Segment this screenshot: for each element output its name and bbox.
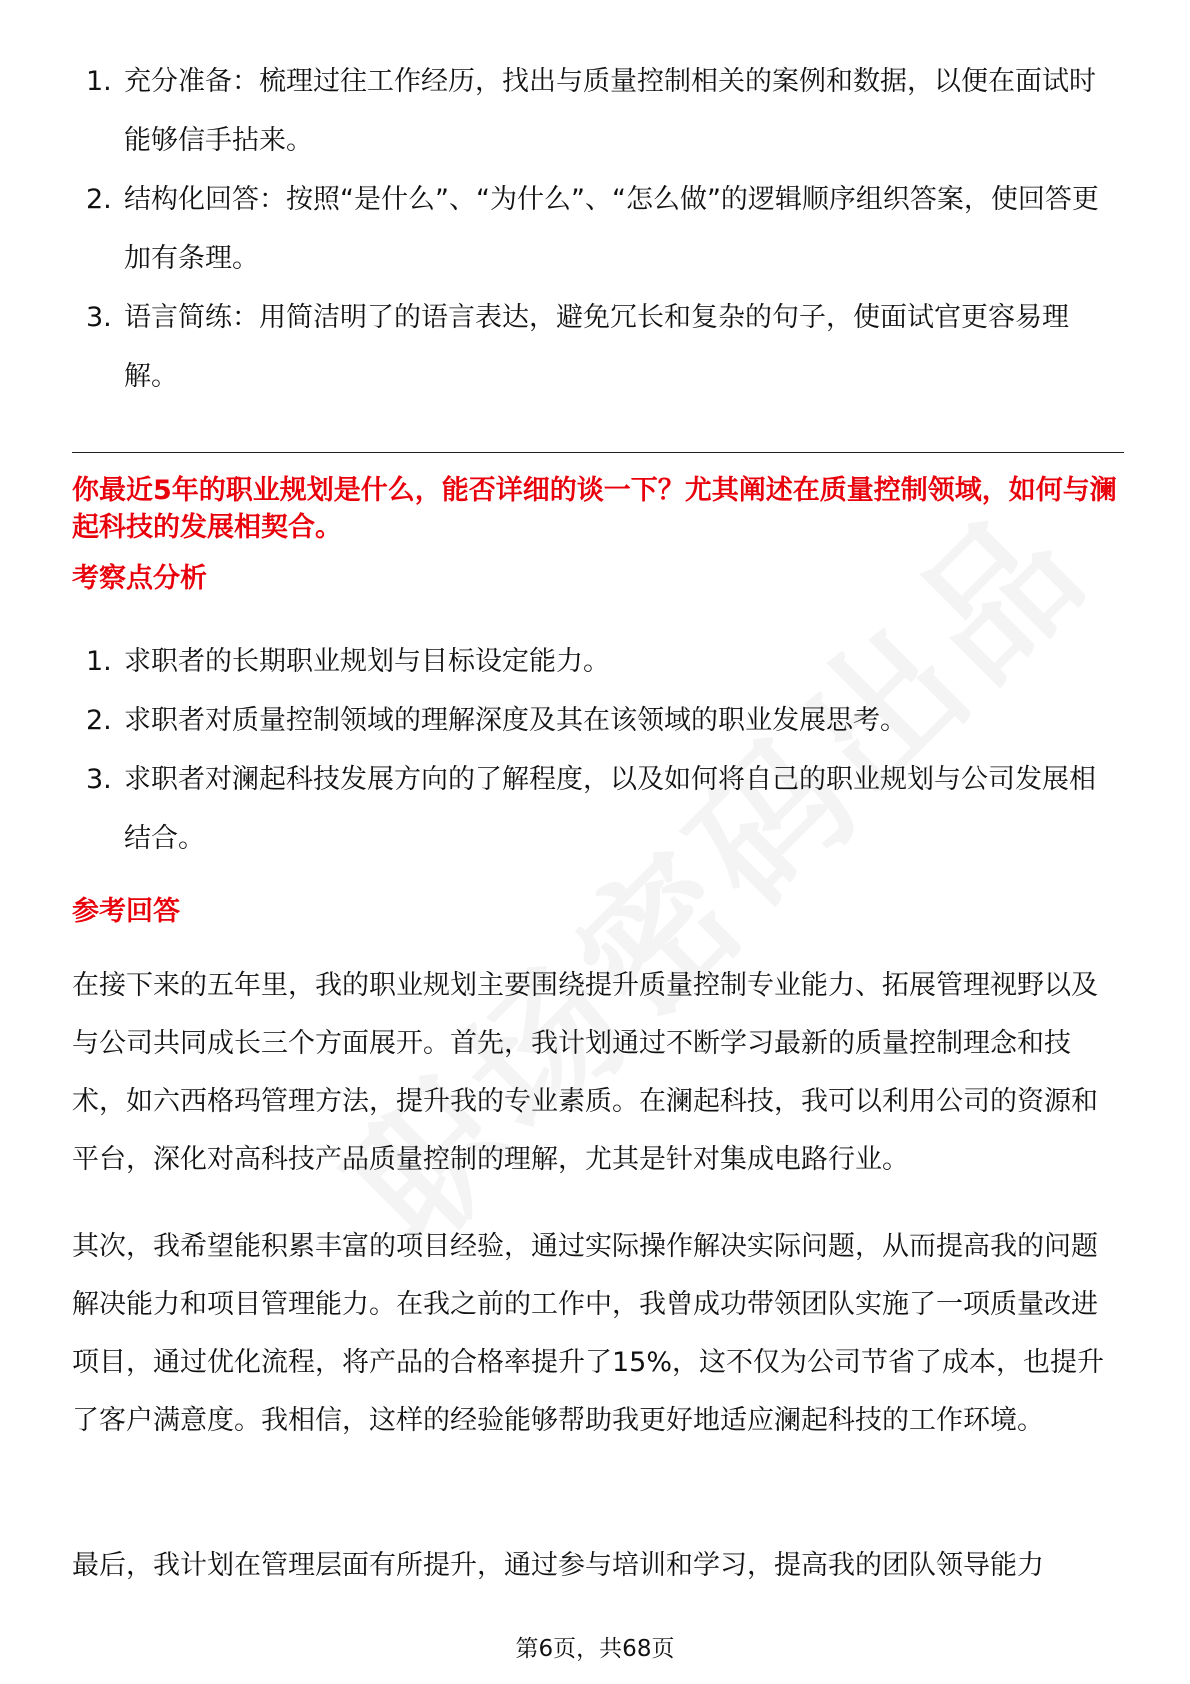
analysis-list bbox=[72, 632, 1122, 868]
list-number: 1. bbox=[86, 646, 112, 677]
list-item bbox=[72, 170, 1122, 288]
page-number: 第6页，共68页 bbox=[515, 1636, 675, 1662]
list-item-text: 充分准备：梳理过往工作经历，找出与质量控制相关的案例和数据，以便在面试时能够信手拈来。 bbox=[124, 66, 1096, 156]
list-item-text: 语言简练：用简洁明了的语言表达，避免冗长和复杂的句子，使面试官更容易理解。 bbox=[124, 302, 1069, 392]
analysis-heading: 考察点分析 bbox=[72, 563, 207, 594]
list-item-text: 求职者对澜起科技发展方向的了解程度，以及如何将自己的职业规划与公司发展相结合。 bbox=[124, 764, 1096, 854]
answer-paragraph: 其次，我希望能积累丰富的项目经验，通过实际操作解决实际问题，从而提高我的问题解决能力和项目管理能力。在我之前的工作中，我曾成功带领团队实施了一项质量改进项目，通过优化流程，将产品的合格率提升了15%，这不仅为公司节省了成本，也提升了客户满意度。我相信，这样的经验能够帮助我更好地适应澜起科技的工作环境。 bbox=[72, 1231, 1105, 1436]
answer-paragraph: 在接下来的五年里，我的职业规划主要围绕提升质量控制专业能力、拓展管理视野以及与公司共同成长三个方面展开。首先，我计划通过不断学习最新的质量控制理念和技术，如六西格玛管理方法，提升我的专业素质。在澜起科技，我可以利用公司的资源和平台，深化对高科技产品质量控制的理解，尤其是针对集成电路行业。 bbox=[72, 970, 1098, 1175]
list-item bbox=[72, 288, 1122, 406]
list-number: 1. bbox=[86, 66, 112, 97]
answer-heading: 参考回答 bbox=[72, 896, 180, 927]
list-number: 2. bbox=[86, 184, 112, 215]
section-divider bbox=[72, 452, 1124, 453]
list-item-text: 求职者对质量控制领域的理解深度及其在该领域的职业发展思考。 bbox=[124, 705, 907, 736]
answer-paragraph: 最后，我计划在管理层面有所提升，通过参与培训和学习，提高我的团队领导能力 bbox=[72, 1550, 1044, 1581]
interview-question: 你最近5年的职业规划是什么，能否详细的谈一下？尤其阐述在质量控制领域，如何与澜起科技的发展相契合。 bbox=[72, 475, 1117, 543]
list-item bbox=[72, 691, 1122, 750]
list-number: 3. bbox=[86, 302, 112, 333]
list-item bbox=[72, 52, 1122, 170]
list-item-text: 求职者的长期职业规划与目标设定能力。 bbox=[124, 646, 610, 677]
list-number: 3. bbox=[86, 764, 112, 795]
list-item bbox=[72, 632, 1122, 691]
list-item-text: 结构化回答：按照“是什么”、“为什么”、“怎么做”的逻辑顺序组织答案，使回答更加有条理。 bbox=[124, 184, 1099, 274]
tips-list bbox=[72, 52, 1122, 406]
list-item bbox=[72, 750, 1122, 868]
list-number: 2. bbox=[86, 705, 112, 736]
